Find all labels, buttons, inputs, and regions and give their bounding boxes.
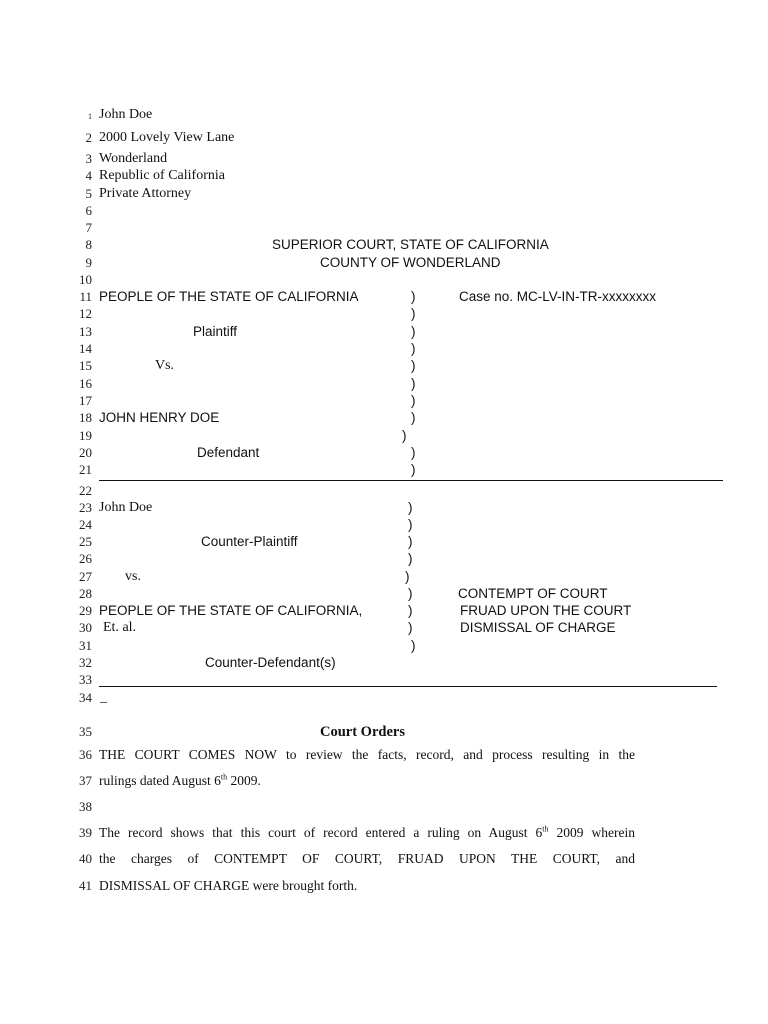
line-number: 15 bbox=[79, 358, 92, 373]
line-number: 10 bbox=[79, 272, 92, 287]
caption-bracket: ) bbox=[411, 393, 416, 408]
body-line bbox=[99, 825, 635, 841]
caption-bracket: ) bbox=[411, 341, 416, 356]
line-number: 26 bbox=[79, 551, 92, 566]
et-al-label: Et. al. bbox=[103, 620, 137, 635]
ordinal-suffix: th bbox=[542, 824, 549, 834]
line-number: 40 bbox=[79, 851, 92, 866]
body-line: the charges of CONTEMPT OF COURT, FRUAD UPON THE COURT, and bbox=[99, 851, 635, 866]
line-number: 23 bbox=[79, 500, 92, 515]
caption-bracket: ) bbox=[411, 638, 416, 653]
document-title-fraud: FRUAD UPON THE COURT bbox=[460, 603, 632, 618]
document-title-dismissal: DISMISSAL OF CHARGE bbox=[460, 620, 616, 635]
caption-bracket: ) bbox=[408, 586, 413, 601]
line-number: 20 bbox=[79, 445, 92, 460]
case-number: Case no. MC-LV-IN-TR-xxxxxxxx bbox=[459, 289, 657, 304]
line-number: 30 bbox=[79, 620, 92, 635]
line-number: 11 bbox=[79, 289, 92, 304]
line-number: 3 bbox=[85, 151, 92, 166]
caption-divider bbox=[99, 480, 723, 481]
attorney-state: Republic of California bbox=[99, 168, 225, 183]
line-number: 6 bbox=[85, 203, 92, 218]
line-number: 16 bbox=[79, 376, 92, 391]
document-title-contempt: CONTEMPT OF COURT bbox=[458, 586, 608, 601]
line-number: 37 bbox=[79, 773, 92, 788]
plaintiff-label: Plaintiff bbox=[193, 324, 238, 339]
line-number: 29 bbox=[79, 603, 92, 618]
section-heading: Court Orders bbox=[320, 724, 405, 740]
defendant-name: JOHN HENRY DOE bbox=[99, 410, 220, 425]
line-number: 22 bbox=[79, 483, 92, 498]
caption-bracket: ) bbox=[411, 445, 416, 460]
body-text: rulings dated August 6 bbox=[99, 773, 221, 788]
line-number: 28 bbox=[79, 586, 92, 601]
line-number: 34 bbox=[79, 690, 92, 705]
line-number: 38 bbox=[79, 799, 92, 814]
caption-bracket: ) bbox=[411, 462, 416, 477]
versus-label: Vs. bbox=[155, 358, 175, 373]
body-line: THE COURT COMES NOW to review the facts, record, and process resulting in the bbox=[99, 747, 635, 762]
plaintiff-name: PEOPLE OF THE STATE OF CALIFORNIA bbox=[99, 289, 359, 304]
line-number: 21 bbox=[79, 462, 92, 477]
caption-bracket: ) bbox=[411, 358, 416, 373]
body-line bbox=[99, 773, 635, 789]
line-number: 39 bbox=[79, 825, 92, 840]
body-text: The record shows that this court of record entered a ruling on August 6 bbox=[99, 825, 543, 840]
line-number: 32 bbox=[79, 655, 92, 670]
counter-defendant-label: Counter-Defendant(s) bbox=[205, 655, 336, 670]
line-number: 33 bbox=[79, 672, 92, 687]
line-number: 7 bbox=[85, 220, 92, 235]
court-name: SUPERIOR COURT, STATE OF CALIFORNIA bbox=[272, 237, 549, 252]
line-number: 19 bbox=[79, 428, 92, 443]
line-number: 4 bbox=[85, 168, 92, 183]
court-county: COUNTY OF WONDERLAND bbox=[320, 255, 501, 270]
versus-label: vs. bbox=[125, 569, 141, 584]
caption-bracket: ) bbox=[408, 603, 413, 618]
line-number: 18 bbox=[79, 410, 92, 425]
defendant-label: Defendant bbox=[197, 445, 260, 460]
line-number: 14 bbox=[79, 341, 92, 356]
caption-bracket: ) bbox=[411, 306, 416, 321]
line-number: 36 bbox=[79, 747, 92, 762]
body-line: DISMISSAL OF CHARGE were brought forth. bbox=[99, 878, 358, 893]
attorney-name: John Doe bbox=[99, 107, 153, 122]
caption-bracket: ) bbox=[402, 428, 407, 443]
line-number: 27 bbox=[79, 569, 92, 584]
ordinal-suffix: th bbox=[220, 772, 228, 782]
line-number: 31 bbox=[79, 638, 92, 653]
caption-bracket: ) bbox=[411, 289, 416, 304]
attorney-street: 2000 Lovely View Lane bbox=[99, 130, 235, 145]
trailing-underscore: _ bbox=[100, 690, 107, 705]
caption-bracket: ) bbox=[411, 410, 416, 425]
line-number: 25 bbox=[79, 534, 92, 549]
line-number: 24 bbox=[79, 517, 92, 532]
caption-bracket: ) bbox=[408, 620, 413, 635]
counter-defendant-name: PEOPLE OF THE STATE OF CALIFORNIA, bbox=[99, 603, 363, 618]
body-text: 2009 wherein bbox=[548, 825, 635, 840]
body-text: 2009. bbox=[227, 773, 261, 788]
line-number: 12 bbox=[79, 306, 92, 321]
line-number: 41 bbox=[79, 878, 92, 893]
line-number: 2 bbox=[85, 130, 92, 145]
caption-bracket: ) bbox=[411, 376, 416, 391]
attorney-city: Wonderland bbox=[99, 151, 168, 166]
caption-bracket: ) bbox=[408, 534, 413, 549]
caption-bracket: ) bbox=[408, 500, 413, 515]
caption-bracket: ) bbox=[408, 517, 413, 532]
caption-bracket: ) bbox=[405, 569, 410, 584]
line-number: 13 bbox=[79, 324, 92, 339]
line-number: 8 bbox=[85, 237, 92, 252]
caption-bracket: ) bbox=[411, 324, 416, 339]
attorney-role: Private Attorney bbox=[99, 186, 192, 201]
counter-plaintiff-label: Counter-Plaintiff bbox=[201, 534, 298, 549]
line-number: 35 bbox=[79, 724, 92, 739]
line-number: 1 bbox=[88, 112, 92, 121]
caption-bracket: ) bbox=[408, 551, 413, 566]
line-number: 5 bbox=[85, 186, 92, 201]
caption-divider bbox=[99, 686, 717, 687]
line-number: 17 bbox=[79, 393, 92, 408]
counter-plaintiff-name: John Doe bbox=[99, 500, 153, 515]
line-number: 9 bbox=[85, 255, 92, 270]
